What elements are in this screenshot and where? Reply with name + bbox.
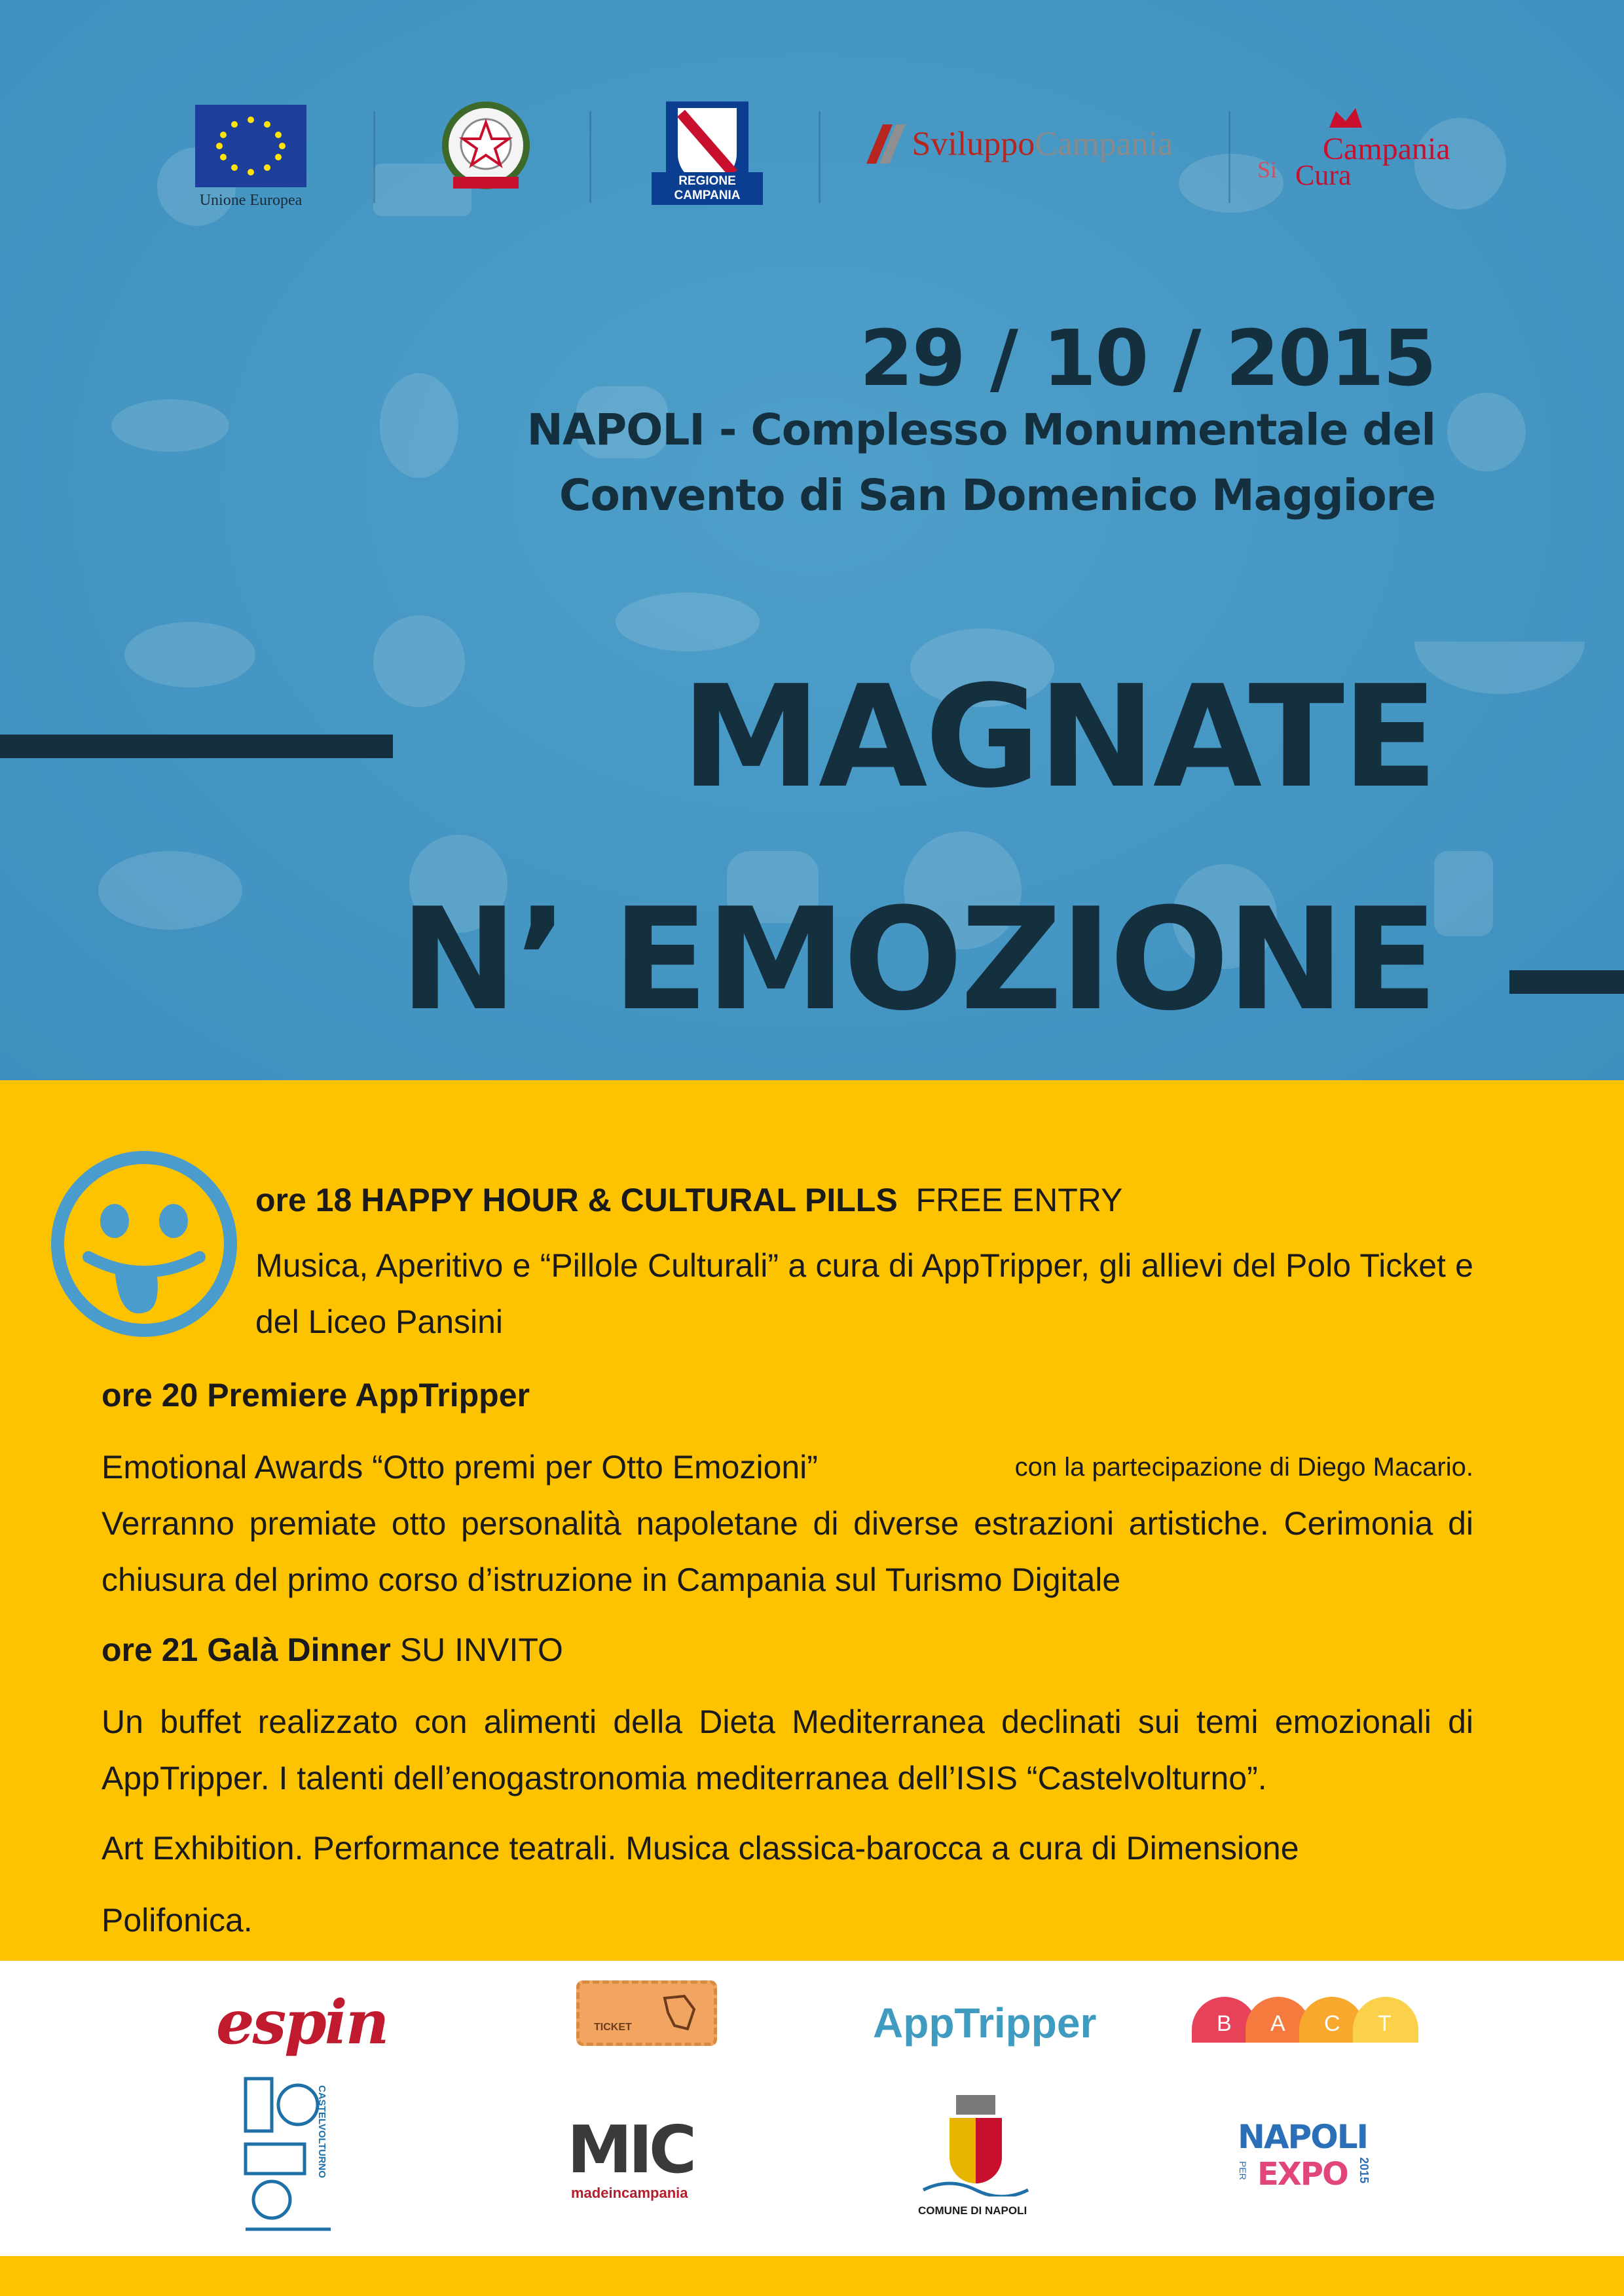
- baguette-icon: [98, 851, 242, 930]
- meat-icon: [1447, 393, 1526, 471]
- logo-divider: [373, 111, 375, 203]
- apptripper-wordmark: AppTripper: [873, 1999, 1097, 2047]
- logo-divider: [589, 111, 591, 203]
- venue-line-1: NAPOLI - Complesso Monumentale del: [526, 405, 1435, 455]
- program-item-3-description: Un buffet realizzato con alimenti della Dieta Mediterranea declinati sui temi emozionali di AppTripper. I talenti dell’enogastronomia mediterranea dell’ISIS “Castelvolturno”.: [101, 1704, 1473, 1796]
- napoli-per-expo-logo: [1238, 2118, 1388, 2210]
- program-item-1-tag: FREE ENTRY: [915, 1182, 1123, 1218]
- castelvolturno-label: CASTELVOLTURNO: [316, 2085, 327, 2178]
- header-section: [0, 0, 1624, 1080]
- program-item-3-title: ore 21 Galà Dinner: [101, 1631, 391, 1668]
- program-item-1-title: ore 18 HAPPY HOUR & CULTURAL PILLS: [255, 1182, 898, 1218]
- ticket-label: TICKET: [594, 2022, 632, 2033]
- campania-map-icon: [658, 1993, 697, 2032]
- event-title-line-1: MAGNATE: [681, 655, 1435, 819]
- logo-divider: [819, 111, 821, 203]
- napoli-crest-icon: [910, 2092, 1041, 2196]
- salt-shaker-icon: [1434, 851, 1493, 936]
- sausage-icon: [616, 592, 760, 651]
- cake-icon: [124, 622, 255, 687]
- per-label: PER: [1238, 2161, 1248, 2180]
- title-dash-left: [0, 735, 393, 758]
- made-in-campania-logo: [567, 2111, 731, 2203]
- venue-line-2: Convento di San Domenico Maggiore: [559, 470, 1435, 520]
- program-section: [0, 1080, 1624, 1961]
- espin-logo: [216, 1987, 388, 2058]
- mic-wordmark: MIC: [567, 2111, 693, 2188]
- apptripper-logo: [873, 1999, 1096, 2047]
- title-dash-right: [1509, 970, 1624, 994]
- mic-subtitle: madeincampania: [571, 2185, 688, 2201]
- program-item-4-description-end: Polifonica.: [101, 1902, 253, 1939]
- sviluppo-word: Sviluppo: [912, 125, 1035, 163]
- campania-si-cura-logo: [1257, 105, 1450, 196]
- comune-label: COMUNE DI NAPOLI: [918, 2204, 1027, 2217]
- campania-word: Campania: [1035, 125, 1173, 163]
- campania-script: Campania: [1323, 132, 1450, 166]
- regione-caption: REGIONE CAMPANIA: [652, 172, 763, 205]
- program-item-2-description: Verranno premiate otto personalità napoletane di diverse estrazioni artistiche. Cerimonia di chiusura del primo corso d’istruzione in Campania sul Turismo Digitale: [101, 1505, 1473, 1598]
- eu-flag-icon: [195, 105, 306, 187]
- italian-republic-emblem: [440, 100, 532, 198]
- crown-icon: [1326, 105, 1365, 131]
- institutional-logos: [0, 92, 1624, 223]
- tongue-smiley-icon: [46, 1146, 242, 1342]
- bact-letter-b: B: [1217, 2011, 1232, 2036]
- expo-year: 2015: [1357, 2157, 1371, 2184]
- peanut-icon: [380, 373, 458, 478]
- bact-letter-t: T: [1378, 2011, 1392, 2036]
- cura-word: Cura: [1295, 159, 1352, 191]
- sviluppo-mark-icon: [863, 121, 909, 167]
- comune-di-napoli-logo: [910, 2092, 1041, 2236]
- fruit-bowl-icon: [1414, 642, 1585, 694]
- program-item-1-header: [255, 1172, 1122, 1228]
- eu-logo: [195, 105, 306, 210]
- program-item-3-tag: SU INVITO: [399, 1631, 563, 1668]
- napoli-wordmark: NAPOLI: [1238, 2118, 1368, 2156]
- program-item-1-description: Musica, Aperitivo e “Pillole Culturali” a cura di AppTripper, gli allievi del Polo Ticket e del Liceo Pansini: [255, 1247, 1473, 1340]
- bact-letter-c: C: [1324, 2011, 1340, 2036]
- event-title-line-2: N’ EMOZIONE: [399, 877, 1435, 1042]
- vegetable-icon: [373, 615, 465, 707]
- program-item-4-description: Art Exhibition. Performance teatrali. Musica classica-barocca a cura di Dimensione: [101, 1830, 1299, 1867]
- sponsors-section: [0, 1961, 1624, 2256]
- awards-name: Emotional Awards “Otto premi per Otto Emozioni”: [101, 1449, 818, 1485]
- bottom-yellow-band: [0, 2256, 1624, 2296]
- program-item-2-intro: [101, 1439, 1473, 1495]
- eu-caption: Unione Europea: [199, 192, 303, 209]
- espin-wordmark: espin: [216, 1987, 388, 2058]
- awards-guest: con la partecipazione di Diego Macario.: [1014, 1453, 1473, 1482]
- si-word: Si: [1257, 156, 1278, 183]
- bread-icon: [111, 399, 229, 452]
- regione-campania-logo: [652, 101, 763, 202]
- event-date: 29 / 10 / 2015: [859, 313, 1435, 403]
- sviluppo-campania-logo: [863, 121, 1173, 167]
- isis-castelvolturno-logo: [239, 2072, 357, 2236]
- logo-divider: [1228, 111, 1230, 203]
- expo-wordmark: EXPO: [1257, 2156, 1348, 2193]
- bact-logo: [1192, 1997, 1418, 2046]
- program-item-3-header: [101, 1622, 563, 1678]
- ticket-logo: [576, 1980, 717, 2046]
- program-item-2-title: ore 20 Premiere AppTripper: [101, 1377, 530, 1413]
- bact-letter-a: A: [1270, 2011, 1285, 2036]
- emblem-icon: [440, 100, 532, 198]
